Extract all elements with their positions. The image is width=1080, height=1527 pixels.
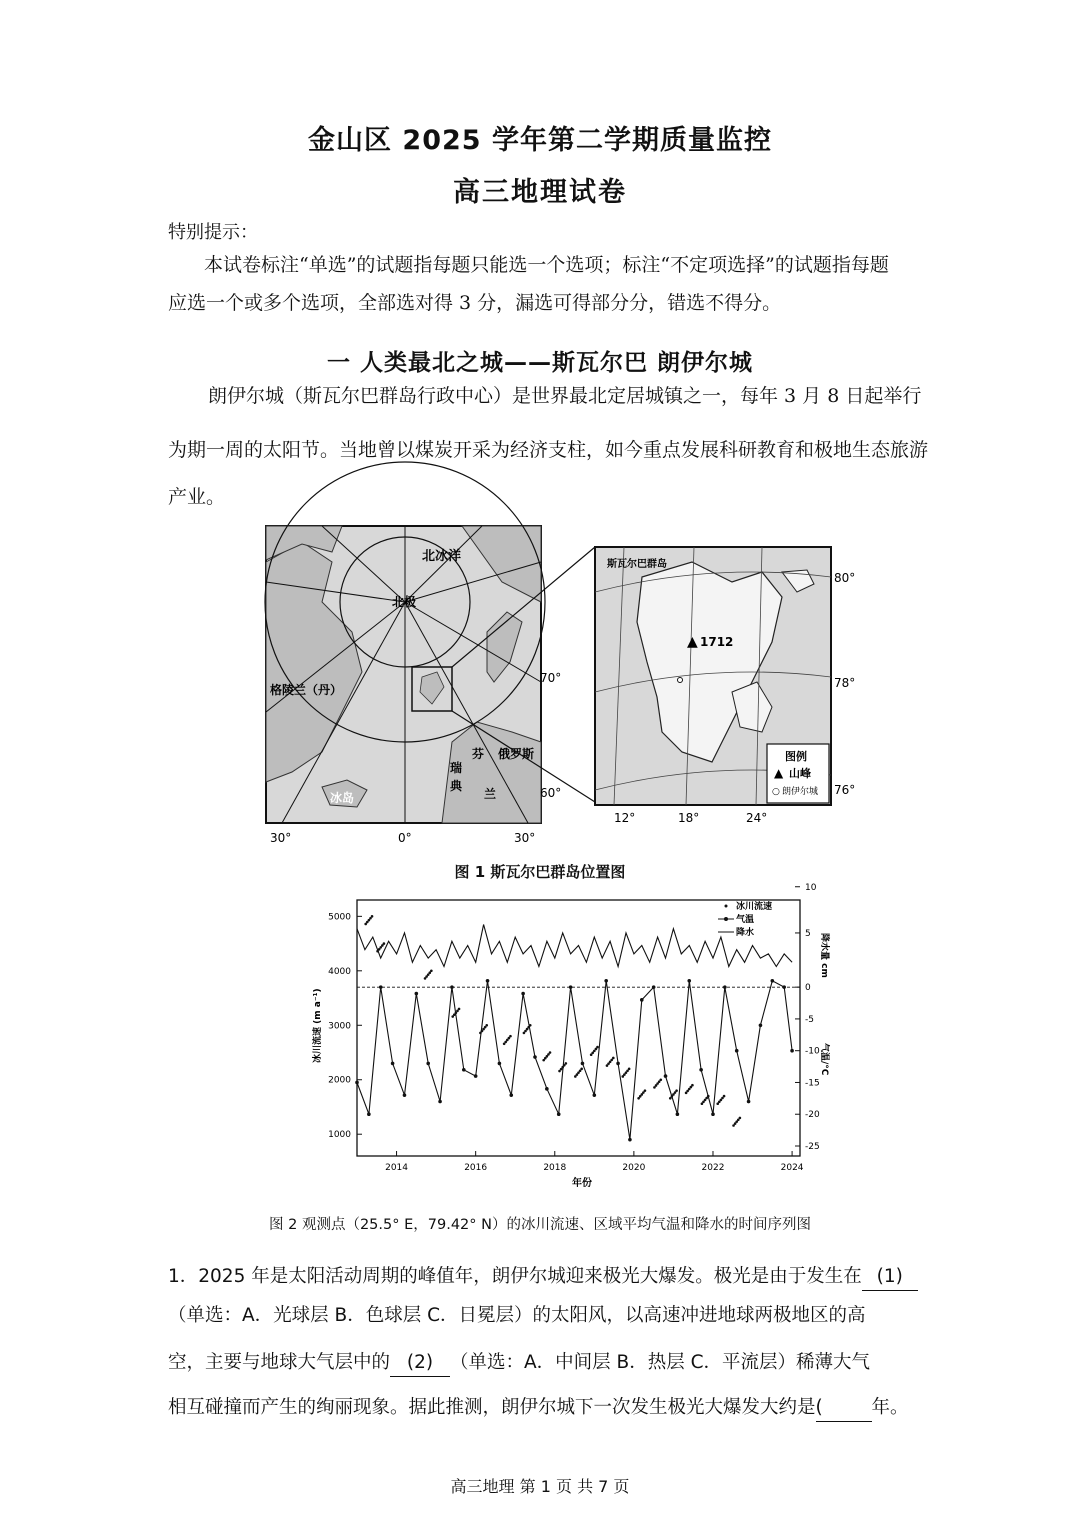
right-tick-label: 0	[805, 983, 811, 994]
temperature-point	[759, 1023, 763, 1027]
question1-text-4a: 相互碰撞而产生的绚丽现象。据此推测，朗伊尔城下一次发生极光大爆发大约是	[168, 1397, 816, 1418]
iceland-label: 冰岛	[330, 791, 355, 805]
question1-text-4b: 年。	[871, 1397, 909, 1418]
sweden-label-2: 典	[450, 779, 463, 793]
temperature-point	[462, 1068, 466, 1072]
temperature-point	[474, 1074, 478, 1078]
russia-label: 俄罗斯	[498, 747, 535, 761]
x-tick-label: 2016	[464, 1163, 488, 1173]
glacier-velocity-point	[691, 1084, 694, 1087]
right-tick-label: -20	[805, 1110, 820, 1121]
greenland-label: 格陵兰（丹）	[270, 683, 343, 697]
left-tick-label: 3000	[328, 1021, 351, 1032]
right-tick-label: -25	[805, 1142, 820, 1152]
lon0-label: 0°	[398, 831, 412, 845]
arctic-ocean-label: 北冰洋	[422, 549, 462, 564]
legend-marker-temp	[724, 917, 728, 921]
temperature-point	[687, 979, 691, 983]
answer-blank-1[interactable]: (1)	[862, 1264, 918, 1291]
temperature-point	[747, 1100, 751, 1104]
glacier-velocity-point	[529, 1024, 532, 1027]
legend-glacier: 冰川流速	[736, 902, 773, 912]
section-heading: 一 人类最北之城——斯瓦尔巴 朗伊尔城	[326, 350, 753, 376]
question1-text-1: 1．2025 年是太阳活动周期的峰值年，朗伊尔城迎来极光大爆发。极光是由于发生在	[168, 1266, 862, 1287]
chart-left-axis-label: 冰川流速 (m a⁻¹)	[313, 988, 323, 1063]
legend-peak-label: 山峰	[789, 767, 811, 780]
answer-blank-3[interactable]: (	[816, 1395, 872, 1422]
right-tick-label: -15	[805, 1078, 820, 1089]
glacier-velocity-point	[644, 1089, 647, 1092]
temperature-point	[616, 1062, 620, 1066]
temperature-point	[569, 985, 573, 989]
figure2-caption: 图 2 观测点（25.5° E，79.42° N）的冰川流速、区域平均气温和降水的时间序列图	[269, 1217, 811, 1233]
notice-label: 特别提示：	[168, 222, 258, 243]
finland-label-2: 兰	[484, 787, 497, 801]
glacier-velocity-point	[549, 1051, 552, 1054]
question1-text-3a: 空，主要与地球大气层中的	[168, 1352, 391, 1373]
legend-temp: 气温	[736, 915, 755, 925]
temperature-point	[711, 1112, 715, 1116]
glacier-velocity-point	[659, 1078, 662, 1081]
legend-city-symbol: ○	[772, 787, 780, 797]
x-tick-label: 2020	[622, 1163, 646, 1173]
glacier-velocity-point	[383, 942, 386, 945]
right-tick-label: -5	[805, 1014, 814, 1025]
chart-right-axis-label-bottom: 气温/°C	[819, 1043, 829, 1076]
intro-line-1: 朗伊尔城（斯瓦尔巴群岛行政中心）是世界最北定居城镇之一，每年 3 月 8 日起举行	[208, 385, 922, 407]
temperature-point	[426, 1062, 430, 1066]
glacier-velocity-point	[580, 1068, 583, 1071]
temperature-point	[391, 1062, 395, 1066]
legend-precip: 降水	[736, 928, 755, 938]
legend-peak-symbol: ▲	[774, 766, 784, 780]
longyearbyen-marker	[678, 678, 683, 683]
glacier-velocity-point	[596, 1046, 599, 1049]
chart-plot-frame	[357, 900, 800, 1156]
glacier-velocity-point	[723, 1095, 726, 1098]
lat80-label: 80°	[834, 571, 856, 585]
peak-elevation: 1712	[700, 635, 734, 649]
left-tick-label: 1000	[328, 1130, 351, 1141]
temperature-point	[735, 1049, 739, 1053]
temperature-point	[379, 985, 383, 989]
temperature-point	[367, 1112, 371, 1116]
glacier-velocity-point	[458, 1008, 461, 1011]
x-tick-label: 2024	[780, 1163, 804, 1173]
temperature-point	[604, 979, 608, 983]
sweden-label-1: 瑞	[450, 761, 463, 775]
glacier-velocity-point	[430, 970, 433, 973]
temperature-point	[652, 985, 656, 989]
glacier-velocity-point	[371, 915, 374, 918]
question1-line4	[168, 1395, 928, 1422]
temperature-point	[676, 1112, 680, 1116]
chart-right-axis-label-top: 降水量 cm	[819, 933, 829, 978]
exam-subtitle: 高三地理试卷	[453, 177, 627, 208]
intro-line-2: 为期一周的太阳节。当地曾以煤炭开采为经济支柱，如今重点发展科研教育和极地生态旅游	[168, 439, 929, 461]
lon30e-label: 30°	[514, 831, 536, 845]
temperature-point	[664, 1074, 668, 1078]
temperature-point	[521, 992, 525, 996]
question1-line3	[168, 1350, 928, 1377]
glacier-velocity-point	[739, 1117, 742, 1120]
question1-line1	[168, 1264, 928, 1291]
x-tick-label: 2014	[385, 1163, 409, 1173]
temperature-point	[486, 979, 490, 983]
lat78-label: 78°	[834, 676, 856, 690]
lat70-label: 70°	[540, 671, 562, 685]
left-tick-label: 4000	[328, 966, 351, 977]
temperature-point	[581, 1062, 585, 1066]
temperature-point	[593, 1093, 597, 1097]
legend-title: 图例	[785, 750, 807, 763]
figure1-caption: 图 1 斯瓦尔巴群岛位置图	[454, 863, 626, 881]
temperature-point	[557, 1112, 561, 1116]
temperature-point	[545, 1087, 549, 1091]
notice-line-2: 应选一个或多个选项，全部选对得 3 分，漏选可得部分分，错选不得分。	[168, 292, 782, 314]
left-tick-label: 2000	[328, 1075, 351, 1086]
page-footer: 高三地理 第 1 页 共 7 页	[450, 1477, 630, 1496]
left-map	[265, 462, 561, 845]
figure1-maps	[262, 522, 862, 852]
answer-blank-2[interactable]: (2)	[390, 1350, 450, 1377]
temperature-point	[723, 985, 727, 989]
glacier-velocity-point	[707, 1095, 710, 1098]
intro-line-3: 产业。	[168, 486, 226, 508]
right-tick-label: -10	[805, 1046, 820, 1057]
question1-text-3b: （单选：A．中间层 B．热层 C．平流层）稀薄大气	[450, 1352, 871, 1373]
archipelago-label: 斯瓦尔巴群岛	[607, 559, 667, 570]
exam-title: 金山区 2025 学年第二学期质量监控	[308, 125, 772, 156]
question1-line2: （单选：A．光球层 B．色球层 C．日冕层）的太阳风，以高速冲进地球两极地区的高	[168, 1305, 866, 1326]
lat76-label: 76°	[834, 783, 856, 797]
chart-x-axis-label: 年份	[572, 1178, 592, 1189]
north-pole-label: 北极	[392, 595, 417, 609]
finland-label-1: 芬	[472, 747, 485, 761]
temperature-point	[509, 1093, 513, 1097]
right-tick-label: 5	[805, 928, 811, 939]
lon30w-label: 30°	[270, 831, 292, 845]
notice-line-1: 本试卷标注“单选”的试题指每题只能选一个选项；标注“不定项选择”的试题指每题	[204, 254, 889, 276]
right-tick-label: 10	[805, 882, 817, 893]
temperature-point	[628, 1138, 632, 1142]
temperature-point	[782, 985, 786, 989]
temperature-point	[498, 1062, 502, 1066]
x-tick-label: 2022	[701, 1163, 725, 1173]
glacier-velocity-point	[565, 1062, 568, 1065]
figure2-chart	[300, 882, 830, 1198]
temperature-point	[355, 1081, 359, 1085]
glacier-velocity-point	[612, 1057, 615, 1060]
lon18-label: 18°	[678, 811, 700, 825]
glacier-velocity-point	[675, 1089, 678, 1092]
temperature-point	[640, 998, 644, 1002]
temperature-point	[450, 985, 454, 989]
temperature-point	[533, 1055, 537, 1059]
temperature-point	[415, 992, 419, 996]
glacier-velocity-point	[485, 1024, 488, 1027]
left-tick-label: 5000	[328, 912, 351, 923]
lat60-label: 60°	[540, 786, 562, 800]
glacier-velocity-point	[628, 1068, 631, 1071]
legend-city-label: 朗伊尔城	[782, 787, 819, 797]
lon12-label: 12°	[614, 811, 636, 825]
temperature-point	[699, 1068, 703, 1072]
glacier-velocity-point	[509, 1035, 512, 1038]
legend-marker-glacier	[725, 905, 728, 908]
right-map	[595, 547, 855, 825]
temperature-point	[771, 979, 775, 983]
temperature-point	[438, 1100, 442, 1104]
peak-symbol: ▲	[687, 634, 698, 650]
x-tick-label: 2018	[543, 1163, 567, 1173]
temperature-point	[403, 1093, 407, 1097]
lon24-label: 24°	[746, 811, 768, 825]
temperature-point	[790, 1049, 794, 1053]
